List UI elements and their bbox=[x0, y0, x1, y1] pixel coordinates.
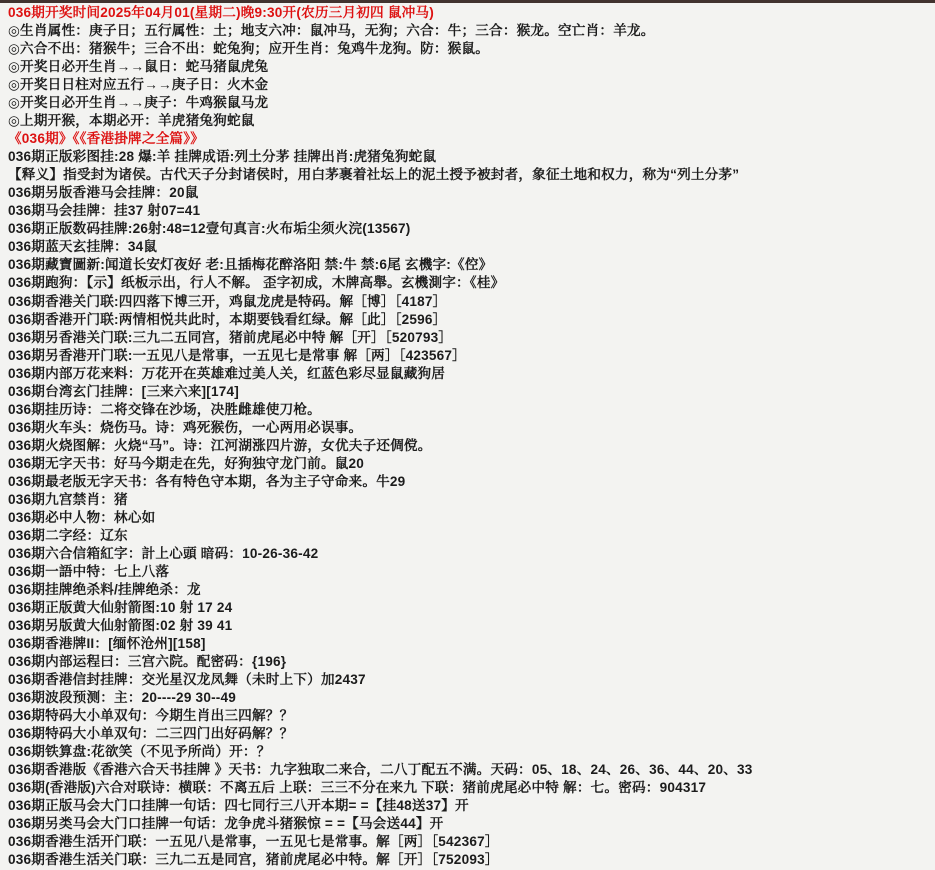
text-line: ◎开奖日必开生肖→→鼠日：蛇马猪鼠虎兔 bbox=[8, 59, 269, 75]
text-line: 036期另香港关门联:三九二五同宫，猪前虎尾必中特 解［开］［520793］ bbox=[8, 329, 453, 345]
text-line: 036期正版马会大门口挂牌一句话：四七同行三八开本期= =【挂48送37】开 bbox=[8, 798, 469, 814]
text-line: 036期内部运程曰：三宫六院。配密码：{196} bbox=[8, 654, 287, 670]
text-line: 036期内部万花来料：万花开在英雄难过美人关，红蓝色彩尽显鼠藏狗居 bbox=[8, 365, 446, 381]
text-line: 036期九宫禁肖：猪 bbox=[8, 491, 128, 507]
text-line: 036期挂牌绝杀料/挂牌绝杀：龙 bbox=[8, 582, 201, 597]
text-line: 036期波段预测：主：20----29 30--49 bbox=[8, 690, 237, 706]
text-line: 036期另香港开门联:一五见八是常事，一五见七是常事 解［两］［423567］ bbox=[8, 347, 466, 363]
text-line: 036期二字经：辽东 bbox=[8, 527, 128, 543]
text-line: 036期台湾玄门挂牌：[三来六来][174] bbox=[8, 383, 239, 399]
text-line: ◎开奖日必开生肖→→庚子：牛鸡猴鼠马龙 bbox=[8, 95, 269, 111]
text-line: 036期正版彩图挂:28 爆:羊 挂牌成语:列土分茅 挂牌出肖:虎猪兔狗蛇鼠 bbox=[8, 149, 437, 165]
text-line: 036期正版数码挂牌:26射:48=12壹句真言:火布垢尘须火浣(13567) bbox=[8, 221, 411, 237]
text-line: 036期特码大小单双句：今期生肖出三四解？？ bbox=[8, 708, 294, 724]
text-line: ◎开奖日日柱对应五行→→庚子日：火木金 bbox=[8, 77, 269, 93]
text-line: 036期香港版《香港六合天书挂牌 》天书：九字独取二来合，二八丁配五不满。天码：05、18、24、26、36、44、20、33 bbox=[8, 762, 753, 778]
text-line: 036期挂历诗：二将交锋在沙场，决胜雌雄使刀枪。 bbox=[8, 401, 321, 417]
text-line: 036期一語中特：七上八落 bbox=[8, 563, 170, 579]
text-line: 036期正版黄大仙射箭图:10 射 17 24 bbox=[8, 600, 233, 616]
text-line: 036期另版香港马会挂牌：20鼠 bbox=[8, 185, 199, 201]
text-line: 036期最老版无字天书：各有特色守本期，各为主子守命来。牛29 bbox=[8, 473, 406, 489]
text-line: 036期铁算盘:花欲笑（不见予所尚）开：？ bbox=[8, 744, 271, 760]
text-line: ◎生肖属性：庚子日；五行属性：土；地支六冲：鼠冲马，无狗；六合：牛；三合：猴龙。空亡肖：羊龙。 bbox=[8, 23, 655, 39]
highlight-text-line: 036期开奖时间2025年04月01(星期二)晚9:30开(农历三月初四 鼠冲马) bbox=[8, 5, 434, 20]
text-line: 036期香港开门联:两情相悦共此时，本期要钱看红绿。解［此］［2596］ bbox=[8, 311, 447, 327]
text-line: 036期香港信封挂牌：交光星汉龙凤舞（未时上下）加2437 bbox=[8, 672, 366, 688]
text-line: 036期马会挂牌：挂37 射07=41 bbox=[8, 203, 201, 219]
text-line: 【释义】指受封为诸侯。古代天子分封诸侯时，用白茅裹着社坛上的泥土授予被封者，象征土地和权力，称为“列土分茅” bbox=[8, 167, 740, 183]
text-line: ◎上期开猴，本期必开：羊虎猪兔狗蛇鼠 bbox=[8, 113, 255, 129]
text-line: 036期蓝天玄挂牌：34鼠 bbox=[8, 239, 158, 255]
text-line: 036期另类马会大门口挂牌一句话：龙争虎斗猪猴惊 = =【马会送44】开 bbox=[8, 816, 444, 832]
text-line: 036期火烧图解：火烧“马”。诗：江河湖涨四片游，女优夫子还倜傥。 bbox=[8, 437, 432, 453]
text-line: 036期藏寶圖新:闻道长安灯夜好 老:且插梅花醉洛阳 禁:牛 禁:6尾 玄機字:《倥》 bbox=[8, 257, 493, 273]
text-line: 036期香港关门联:四四落下博三开，鸡鼠龙虎是特码。解［博］［4187］ bbox=[8, 293, 447, 309]
text-line: 036期跑狗：【示】纸板示出，行人不解。 歪字初成，木牌高舉。玄機測字：《桂》 bbox=[8, 275, 505, 291]
text-line: 036期香港生活关门联：三九二五是同宫，猪前虎尾必中特。解［开］［752093］ bbox=[8, 852, 499, 868]
text-line: 036期(香港版)六合对联诗：横联：不离五后 上联：三三不分在来九 下联：猪前虎尾必中特 解：七。密码：904317 bbox=[8, 780, 707, 796]
text-line: 036期必中人物：林心如 bbox=[8, 509, 156, 525]
text-line: 036期另版黄大仙射箭图:02 射 39 41 bbox=[8, 618, 233, 634]
text-line: 036期无字天书：好马今期走在先，好狗独守龙门前。鼠20 bbox=[8, 455, 365, 471]
text-line: 036期火车头：烧伤马。诗：鸡死猴伤，一心两用必误事。 bbox=[8, 419, 363, 435]
highlight-text-line: 《036期》《《香港掛牌之全篇》》 bbox=[8, 131, 204, 147]
lines-container bbox=[0, 3, 935, 870]
text-line: ◎六合不出：猪猴牛；三合不出：蛇兔狗；应开生肖：兔鸡牛龙狗。防：猴鼠。 bbox=[8, 41, 490, 57]
text-line: 036期香港牌II：[缅怀沧州][158] bbox=[8, 636, 206, 652]
text-line: 036期香港生活开门联：一五见八是常事，一五见七是常事。解［两］［542367］ bbox=[8, 834, 499, 850]
text-line: 036期六合信箱紅字：計上心頭 暗码：10-26-36-42 bbox=[8, 545, 319, 561]
text-line: 036期特码大小单双句：二三四门出好码解？？ bbox=[8, 726, 294, 742]
